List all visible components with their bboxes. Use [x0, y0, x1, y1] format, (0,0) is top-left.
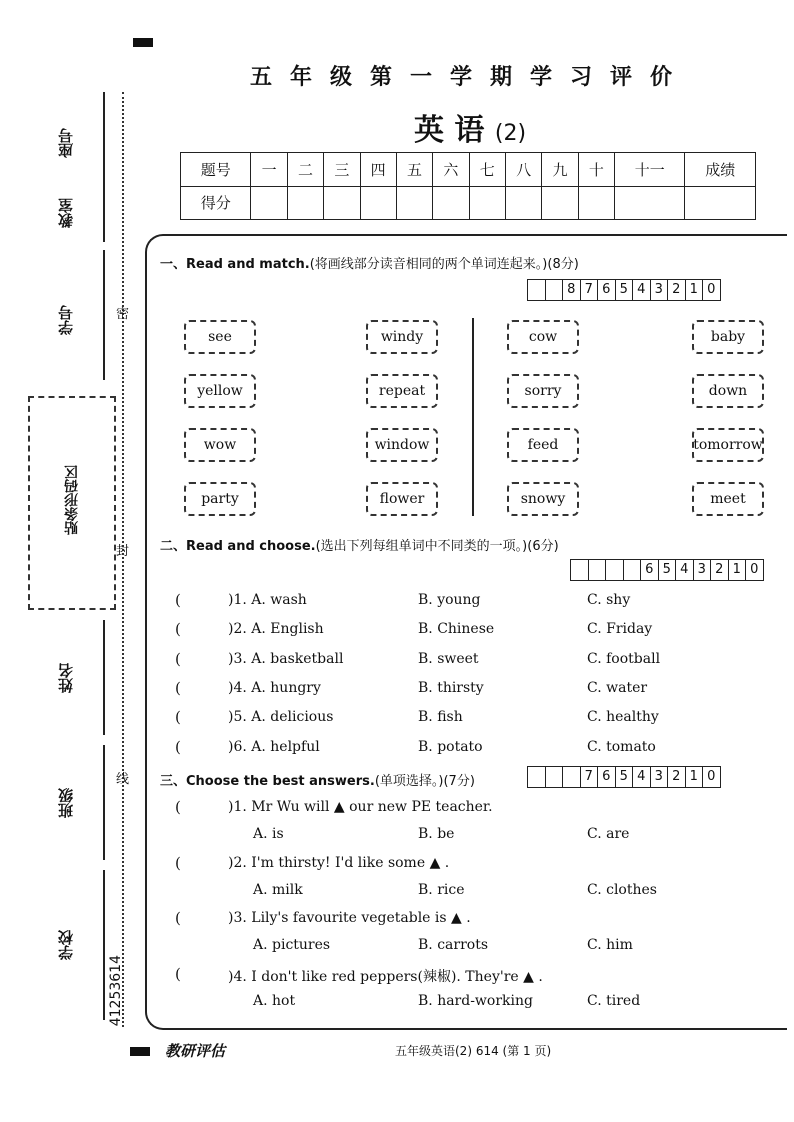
score-box: 5: [616, 280, 634, 300]
class-label: 班级: [57, 788, 75, 818]
subject-title: [300, 105, 640, 149]
word-card: sorry: [507, 374, 579, 408]
option-c: C. Friday: [587, 621, 653, 638]
score-header-cell: 二: [287, 153, 323, 187]
score-box: [528, 767, 546, 787]
score-box: [546, 767, 564, 787]
classroom-label: 教室: [57, 198, 75, 228]
word-card: see: [184, 320, 256, 354]
question-text: )4. I don't like red peppers(辣椒). They're ▲ .: [228, 969, 543, 986]
score-box: [624, 560, 642, 580]
score-cell: [287, 186, 323, 220]
name-label: 姓名: [57, 663, 75, 693]
word-card: meet: [692, 482, 764, 516]
score-cell: [469, 186, 505, 220]
score-box: 2: [668, 767, 686, 787]
score-header-cell: 四: [360, 153, 396, 187]
score-cell: [615, 186, 685, 220]
score-box: 4: [676, 560, 694, 580]
score-cell: [360, 186, 396, 220]
option-a: A. is: [253, 826, 284, 842]
score-box: 2: [668, 280, 686, 300]
score-box: 0: [750, 562, 759, 577]
option-b: B. fish: [418, 709, 463, 726]
registration-mark-top: [133, 38, 153, 47]
binding-feng: 封: [116, 544, 130, 559]
section1-title: 一、Read and match.: [160, 257, 310, 272]
score-box: 3: [694, 560, 712, 580]
score-box: 5: [659, 560, 677, 580]
word-card: down: [692, 374, 764, 408]
score-label-cell: 得分: [181, 186, 251, 220]
score-header-cell: 九: [542, 153, 578, 187]
barcode-label: 贴条形码区: [64, 465, 80, 535]
answer-paren: (: [175, 965, 181, 984]
student-no-label: 学号: [57, 305, 75, 335]
answer-paren: (: [175, 678, 181, 697]
question-option-a: )2. A. English: [228, 621, 324, 638]
score-header-cell: 八: [505, 153, 541, 187]
option-c: C. shy: [587, 592, 631, 608]
option-b: B. Chinese: [418, 621, 495, 638]
score-cell: [433, 186, 469, 220]
word-card: wow: [184, 428, 256, 462]
word-card: baby: [692, 320, 764, 354]
sidebar-line: [103, 620, 105, 735]
section3-score-bar: [527, 766, 721, 788]
section2-title: 二、Read and choose.: [160, 539, 316, 554]
answer-paren: (: [175, 853, 181, 872]
option-b: B. rice: [418, 881, 465, 898]
score-box: [589, 560, 607, 580]
word-card: windy: [366, 320, 438, 354]
subject-number: (2): [494, 121, 527, 146]
footer-publisher: 教研评估: [165, 1042, 226, 1060]
binding-xian: 线: [116, 772, 130, 787]
score-box: [528, 280, 546, 300]
score-box: 3: [651, 767, 669, 787]
score-cell: [542, 186, 578, 220]
score-header-cell: 十一: [615, 153, 685, 187]
section3-title: 三、Choose the best answers.: [160, 774, 375, 789]
word-card: tomorrow: [692, 428, 764, 462]
score-box: 2: [711, 560, 729, 580]
sidebar-line: [103, 92, 105, 242]
score-box: 8: [563, 280, 581, 300]
option-a: A. hot: [253, 993, 296, 1010]
seat-label: 座号: [57, 128, 75, 158]
sidebar-line: [103, 250, 105, 380]
score-cell: [578, 186, 614, 220]
footer-page-info: 五年级英语(2) 614 (第 1 页): [395, 1044, 552, 1058]
question-option-a: )1. A. wash: [228, 592, 307, 608]
section1-instruction: (将画线部分读音相同的两个单词连起来。)(8分): [309, 257, 579, 272]
score-box: 0: [707, 282, 716, 297]
score-cell: [505, 186, 541, 220]
option-b: B. hard-working: [418, 993, 533, 1010]
option-b: B. be: [418, 826, 455, 842]
option-c: C. healthy: [587, 709, 659, 726]
grade-title: 五年级第一学期学习评价: [249, 65, 690, 90]
option-c: C. are: [587, 826, 630, 842]
option-c: C. tomato: [587, 738, 656, 755]
answer-paren: (: [175, 649, 181, 668]
sidebar-line: [103, 745, 105, 860]
score-box: [571, 560, 589, 580]
score-cell: [396, 186, 432, 220]
option-c: C. water: [587, 679, 648, 696]
score-header-cell: 七: [469, 153, 505, 187]
registration-mark-bottom: [130, 1047, 150, 1056]
score-header-cell: 三: [324, 153, 360, 187]
question-option-a: )3. A. basketball: [228, 650, 344, 667]
word-card: party: [184, 482, 256, 516]
score-box: 4: [633, 767, 651, 787]
word-card: window: [366, 428, 438, 462]
answer-paren: (: [175, 591, 181, 609]
word-card: feed: [507, 428, 579, 462]
section3-heading: [160, 770, 475, 789]
score-table-header-row: [181, 153, 756, 187]
score-box: 5: [616, 767, 634, 787]
score-header-cell: 十: [578, 153, 614, 187]
score-box: 3: [651, 280, 669, 300]
score-box: 1: [729, 560, 747, 580]
question-text: )1. Mr Wu will ▲ our new PE teacher.: [228, 799, 493, 815]
option-c: C. him: [587, 937, 633, 954]
question-option-a: )5. A. delicious: [228, 709, 334, 726]
option-b: B. potato: [418, 738, 483, 755]
exam-code: 41253614: [108, 955, 124, 1027]
answer-paren: (: [175, 708, 181, 727]
score-header-cell: 五: [396, 153, 432, 187]
score-table-score-row: [181, 186, 756, 220]
score-header-cell: 题号: [181, 153, 251, 187]
score-cell: [251, 186, 287, 220]
question-text: )2. I'm thirsty! I'd like some ▲ .: [228, 854, 450, 871]
section2-score-bar: [570, 559, 764, 581]
score-cell: [324, 186, 360, 220]
score-box: 6: [598, 280, 616, 300]
answer-paren: (: [175, 620, 181, 639]
score-cell: [685, 186, 756, 220]
school-label: 学校: [57, 930, 75, 960]
score-box: 6: [598, 767, 616, 787]
score-box: [606, 560, 624, 580]
score-header-cell: 成绩: [685, 153, 756, 187]
option-c: C. clothes: [587, 881, 657, 898]
binding-dotted-line: [122, 92, 124, 1027]
question-option-a: )6. A. helpful: [228, 738, 320, 755]
score-box: 6: [641, 560, 659, 580]
sidebar-line: [103, 870, 105, 1020]
option-c: C. football: [587, 650, 661, 667]
binding-mi: 密: [116, 307, 130, 322]
score-box: 4: [633, 280, 651, 300]
section1-divider: [472, 318, 474, 516]
question-option-a: )4. A. hungry: [228, 679, 321, 696]
option-b: B. young: [418, 592, 481, 608]
option-b: B. carrots: [418, 937, 488, 954]
option-a: A. pictures: [253, 937, 331, 954]
score-box: 7: [581, 280, 599, 300]
word-card: flower: [366, 482, 438, 516]
answer-paren: (: [175, 798, 181, 816]
score-box: 1: [686, 280, 704, 300]
option-b: B. thirsty: [418, 679, 484, 696]
word-card: snowy: [507, 482, 579, 516]
score-header-cell: 六: [433, 153, 469, 187]
score-box: 0: [707, 769, 716, 784]
question-text: )3. Lily's favourite vegetable is ▲ .: [228, 910, 471, 927]
word-card: yellow: [184, 374, 256, 408]
section1-score-bar: [527, 279, 721, 301]
answer-paren: (: [175, 909, 181, 928]
score-box: 1: [686, 767, 704, 787]
score-table: [180, 152, 756, 220]
section2-instruction: (选出下列每组单词中不同类的一项。)(6分): [315, 539, 559, 554]
score-box: 7: [581, 767, 599, 787]
score-box: [546, 280, 564, 300]
option-b: B. sweet: [418, 650, 479, 667]
section2-heading: [160, 535, 559, 554]
score-box: [563, 767, 581, 787]
option-c: C. tired: [587, 993, 641, 1010]
word-card: repeat: [366, 374, 438, 408]
section1-heading: [160, 253, 579, 272]
score-header-cell: 一: [251, 153, 287, 187]
subject-name: 英 语: [413, 113, 485, 148]
section3-instruction: (单项选择。)(7分): [374, 774, 475, 789]
option-a: A. milk: [253, 881, 303, 898]
answer-paren: (: [175, 737, 181, 756]
word-card: cow: [507, 320, 579, 354]
